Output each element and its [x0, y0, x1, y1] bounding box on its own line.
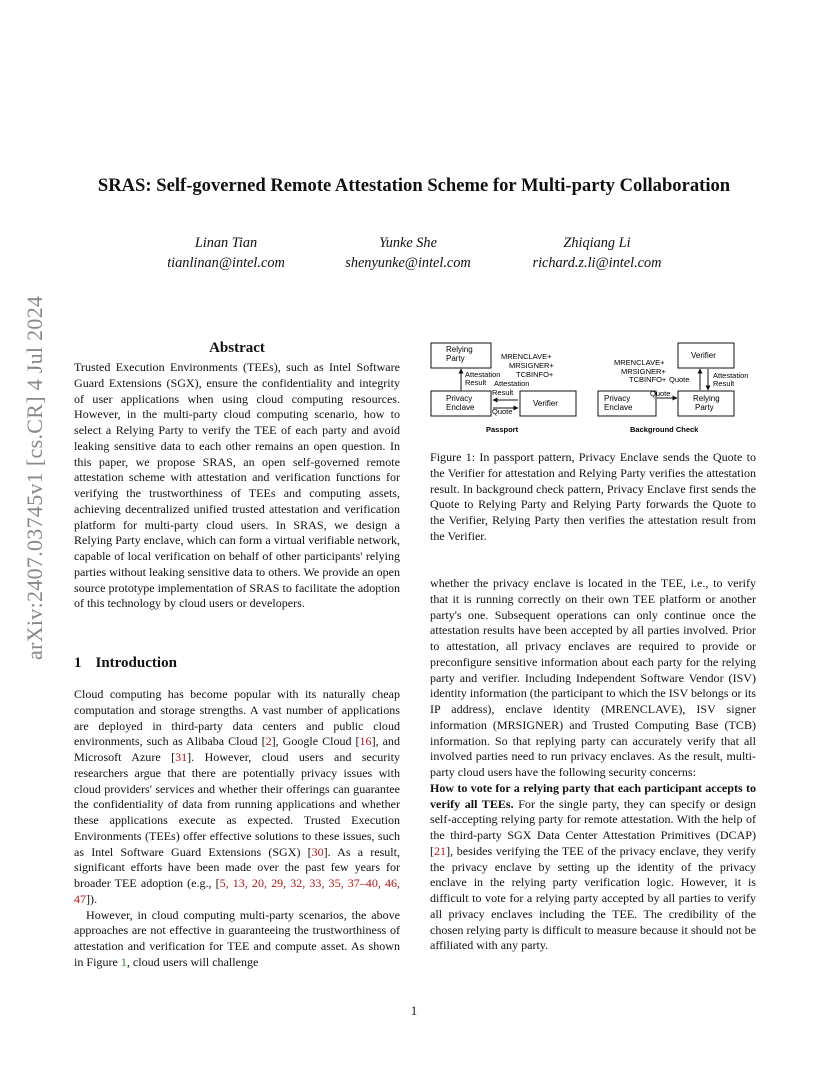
- abstract-heading: Abstract: [209, 340, 265, 356]
- verifier-label: Verifier: [691, 351, 716, 360]
- attestation-result-label: Result: [713, 379, 735, 388]
- intro-paragraph-1: Cloud computing has become popular with its naturally cheap computation and storage strengths. A vast number of applications are deployed in third-party data centers and public cloud environments, such as Alibaba Cloud [2], Google Cloud [16], and Microsoft Azure [31]. However, cloud users and security researchers argue that there are potentially privacy issues with cloud providers' services and whether their offerings can guarantee the confidentiality of data from running applications and whether these applications execute as expected. Trusted Execution Environments (TEEs) offer effective solutions to these issues, such as Intel Software Guard Extensions (SGX) [30]. As a result, significant efforts have been made over the past few years for broader TEE adoption (e.g., [5, 13, 20, 29, 32, 33, 35, 37–40, 46, 47]).: [74, 687, 401, 906]
- quote-label: Quote: [669, 375, 690, 384]
- relying-party-label: Relying: [693, 394, 720, 403]
- attestation-result-label: Attestation: [465, 370, 501, 379]
- identity-info-label: TCBINFO+: [629, 375, 667, 384]
- section-number: 1: [74, 655, 82, 671]
- citation-link[interactable]: 2: [265, 734, 272, 749]
- privacy-enclave-label: Enclave: [446, 403, 475, 412]
- privacy-enclave-label: Privacy: [604, 394, 631, 403]
- author-email: richard.z.li@intel.com: [532, 255, 662, 271]
- page-number: 1: [410, 1004, 418, 1018]
- concern-heading: How to vote for a relying party that each participant accepts to verify all TEEs.: [430, 780, 756, 811]
- citation-link[interactable]: 16: [359, 734, 372, 749]
- paper-title: SRAS: Self-governed Remote Attestation Scheme for Multi-party Collaboration: [97, 175, 731, 196]
- quote-label: Quote: [492, 407, 513, 416]
- section-heading-introduction: [74, 655, 177, 672]
- citation-link[interactable]: 21: [434, 843, 447, 858]
- arxiv-identifier: arXiv:2407.03745v1 [cs.CR] 4 Jul 2024: [22, 295, 47, 660]
- right-paragraph-2: How to vote for a relying party that each participant accepts to verify all TEEs. For the single party, they can specify or design self-accepting relying party for remote attestation. With the help of the third-party SGX Data Center Attestation Primitives (DCAP) [21], besides verifying the TEE of the privacy enclave, they verify the privacy enclave by setting up the identity of the privacy enclave in the relying party verification logic. However, it is difficult to vote for a relying party accepted by all parties to verify all privacy enclaves including the TEE. The credibility of the chosen relying party is difficult to measure because it should not be affiliated with any party.: [430, 780, 756, 953]
- privacy-enclave-label: Privacy: [446, 394, 473, 403]
- author-email: shenyunke@intel.com: [345, 255, 471, 271]
- abstract-text: Trusted Execution Environments (TEEs), such as Intel Software Guard Extensions (SGX), ensure the confidentiality and integrity of user applications when using cloud computing resources. However, in the multi-party cloud computing scenario, how to select a Relying Party to verify the TEE of each party and avoid leaking sensitive data to each other remains an open question. In this paper, we propose SRAS, an open self-governed remote attestation scheme with attestation and verification functions for verifying the trustworthiness of TEEs and computing assets, achieving decentralized unified trusted attestation and verification platform for multi-party cloud users. In SRAS, we design a Relying Party enclave, which can form a virtual verifiable network, capable of local verification on behalf of other participants' relying parties without leaking sensitive data to others. We provide an open source prototype implementation of SRAS to facilitate the adoption of this technology by cloud users or developers.: [74, 360, 400, 611]
- right-paragraph-1: whether the privacy enclave is located in the TEE, i.e., to verify that it is running correctly on their own TEE platform or another party's one. Subsequent operations can only continue once the attestation results have been accepted by all parties involved. Prior to attestation, all privacy enclaves are required to provide or preconfigure sensitive information about each party for the relying party and verifier. Including Independent Software Vendor (ISV) identity information (the participant to which the ISV belongs or its IP address), enclave identity (MRENCLAVE), ISV signer information (MRSIGNER) and Trusted Computing Base (TCB) information. So that replying party can accurately verify that all involved parties need to run privacy enclaves. As the result, multi-party cloud users have the following security concerns:: [430, 576, 756, 779]
- intro-paragraph-2: However, in cloud computing multi-party scenarios, the above approaches are not effective in guaranteeing the trustworthiness of attestation and verification for TEE and compute asset. As shown in Figure 1, cloud users will challenge: [74, 907, 400, 969]
- identity-info-label: MRSIGNER+: [509, 361, 554, 370]
- citation-link[interactable]: 5, 13, 20, 29, 32, 33, 35, 37–40, 46, 47: [74, 876, 401, 906]
- section-title: Introduction: [95, 655, 177, 671]
- abstract-body: [74, 360, 400, 612]
- author-name: Linan Tian: [194, 235, 258, 251]
- identity-info-label: MRENCLAVE+: [614, 358, 665, 367]
- quote-label: Quote: [650, 389, 671, 398]
- background-check-caption-label: Background Check: [630, 425, 699, 434]
- verifier-label: Verifier: [533, 399, 558, 408]
- author-email: tianlinan@intel.com: [167, 255, 285, 271]
- introduction-body: [74, 687, 400, 971]
- passport-pattern: [431, 343, 576, 434]
- figure-link[interactable]: 1: [120, 954, 127, 969]
- relying-party-label: Party: [695, 403, 714, 412]
- author-name: Zhiqiang Li: [563, 235, 631, 251]
- identity-info-label: TCBINFO+: [516, 370, 554, 379]
- passport-caption-label: Passport: [486, 425, 519, 434]
- figure-1-diagram: [428, 338, 760, 438]
- author-name: Yunke She: [379, 235, 437, 251]
- citation-link[interactable]: 31: [175, 750, 188, 764]
- background-check-pattern: [598, 343, 748, 434]
- citation-link[interactable]: 30: [311, 844, 324, 859]
- attestation-result-label: Attestation: [713, 371, 749, 380]
- right-column-body: [430, 576, 756, 954]
- attestation-result-label: Result: [465, 378, 487, 387]
- author-3: [482, 233, 712, 273]
- attestation-result-label: Result: [492, 388, 514, 397]
- identity-info-label: MRENCLAVE+: [501, 352, 552, 361]
- relying-party-label: Relying: [446, 345, 473, 354]
- attestation-result-label: Attestation: [494, 379, 530, 388]
- identity-info-label: MRSIGNER+: [621, 367, 666, 376]
- relying-party-label: Party: [446, 354, 465, 363]
- privacy-enclave-label: Enclave: [604, 403, 633, 412]
- figure-1-caption: Figure 1: In passport pattern, Privacy Enclave sends the Quote to the Verifier for attestation and Relying Party verifies the attestation result. In background check pattern, Privacy Enclave first sends the Quote to Relying Party and Relying Party forwards the Quote to the Verifier, Relying Party then verifies the attestation result from the Verifier.: [430, 450, 756, 543]
